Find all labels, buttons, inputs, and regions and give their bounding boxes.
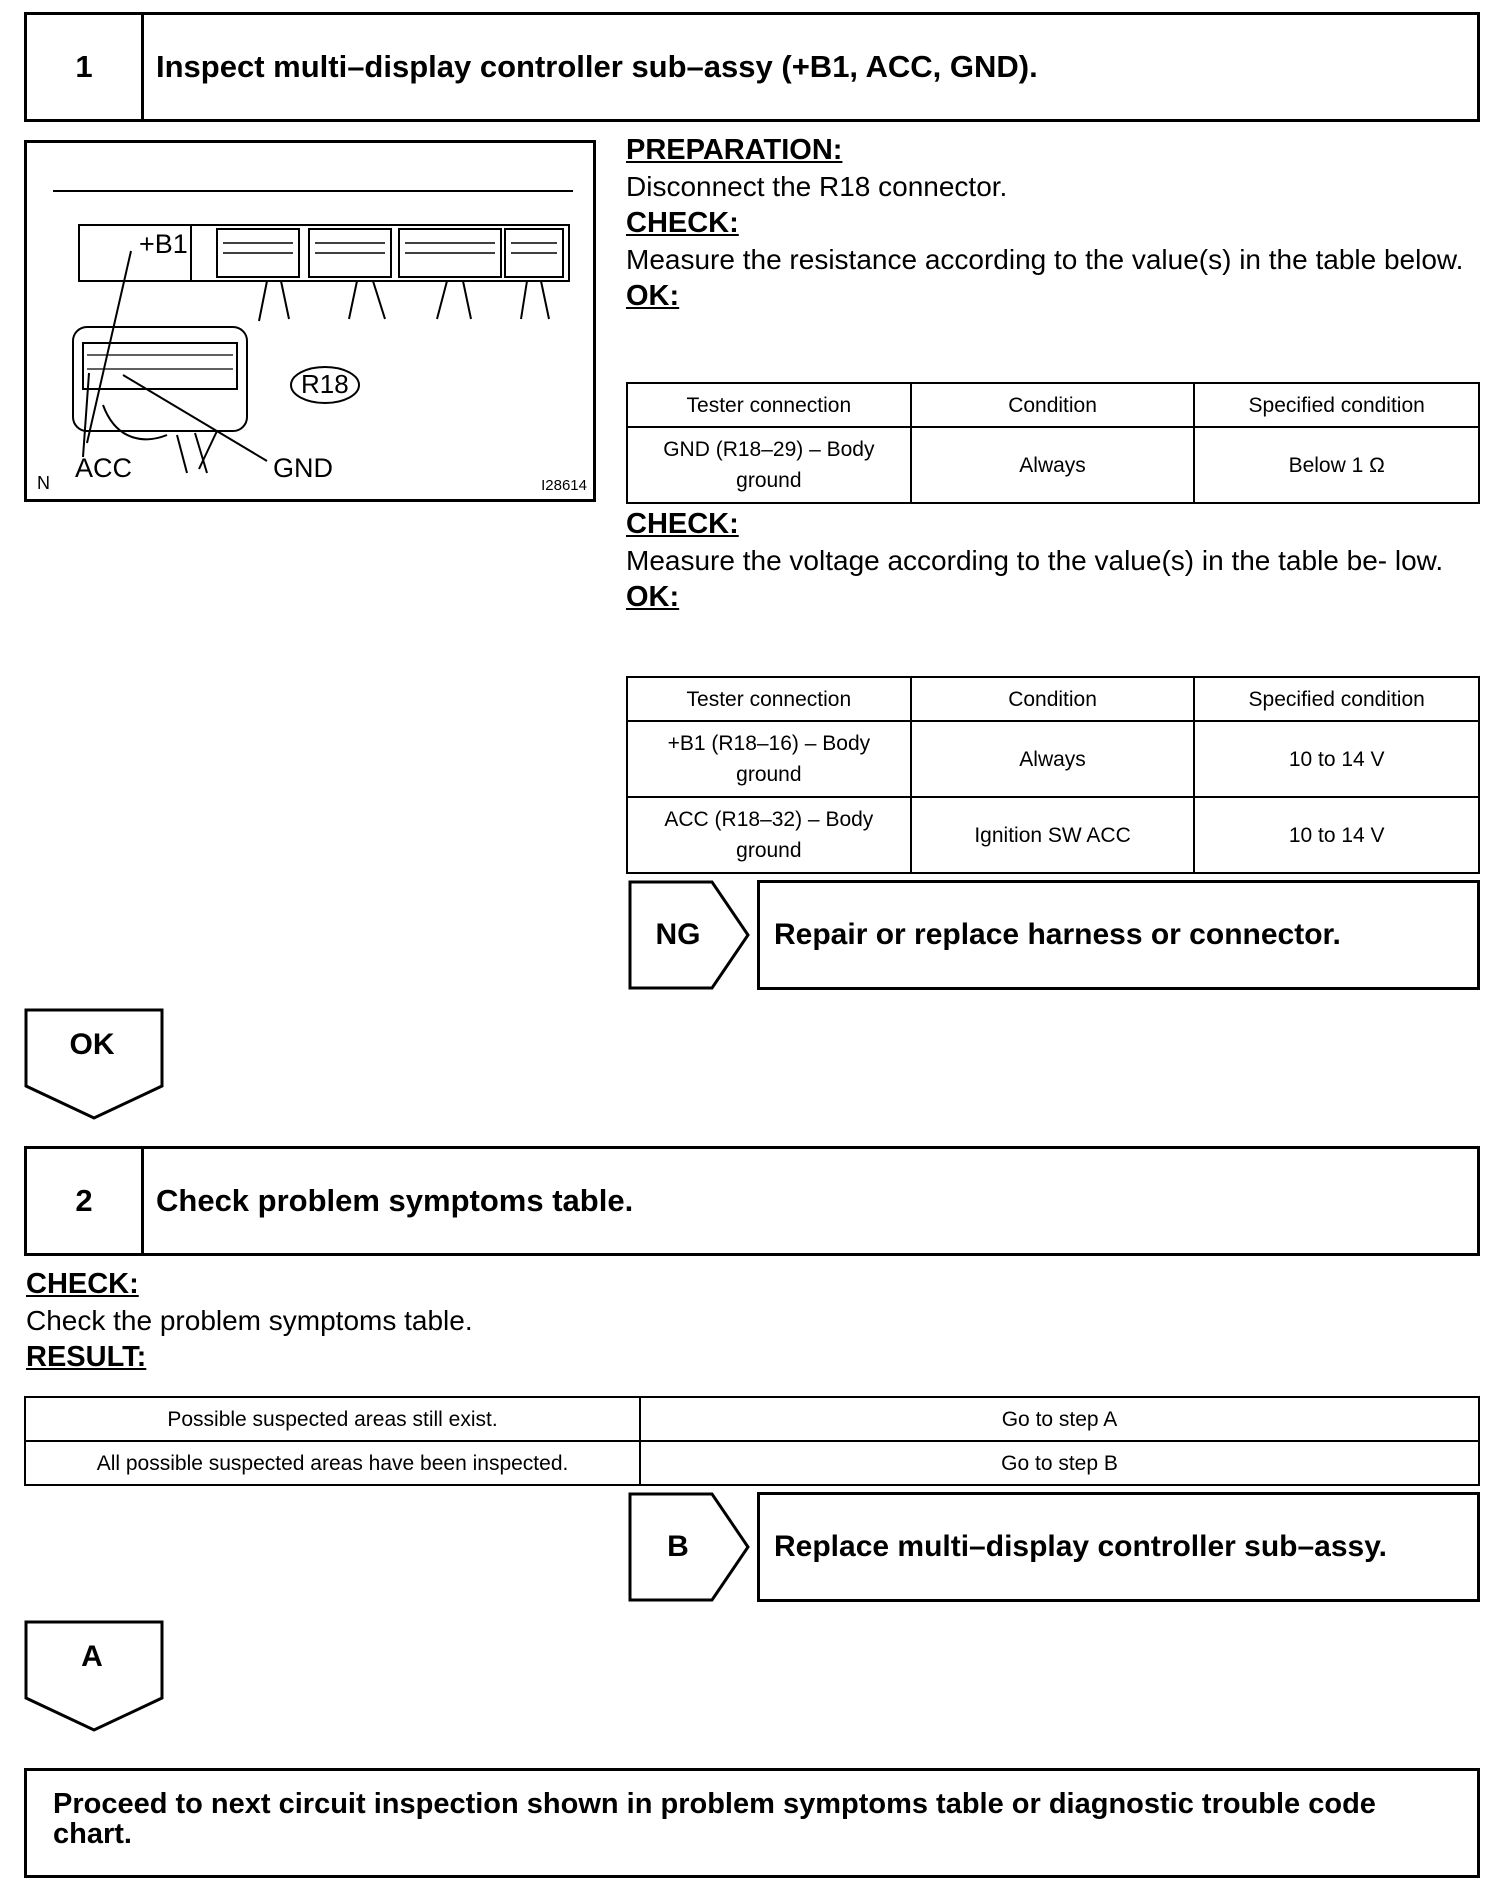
step-number: 1 xyxy=(27,15,144,119)
cell-line: ground xyxy=(736,839,802,862)
table-cell: Always xyxy=(911,427,1195,503)
label-n: N xyxy=(37,473,50,493)
ng-label: NG xyxy=(655,918,701,951)
final-text: Proceed to next circuit inspection shown in problem symptoms table or diagnostic trouble code chart. xyxy=(53,1788,1376,1850)
preparation-text: Disconnect the R18 connector. xyxy=(626,171,1008,202)
table-cell: All possible suspected areas have been inspected. xyxy=(25,1441,640,1485)
a-arrow[interactable] xyxy=(24,1620,164,1732)
step-1-header xyxy=(24,12,1480,122)
cell-line: ACC (R18–32) – Body xyxy=(664,808,874,831)
table-cell xyxy=(627,797,911,873)
figure-code: I28614 xyxy=(541,477,587,494)
final-action-box xyxy=(24,1768,1480,1878)
cell-line: ground xyxy=(736,763,802,786)
connector-illustration xyxy=(27,143,593,499)
cell-line: GND (R18–29) – Body xyxy=(663,438,875,461)
step-2-header xyxy=(24,1146,1480,1256)
table-cell: Ignition SW ACC xyxy=(911,797,1195,873)
table-header: Condition xyxy=(911,677,1195,721)
ng-action-box: Repair or replace harness or connector. xyxy=(757,880,1480,990)
table-header: Tester connection xyxy=(627,383,911,427)
resistance-table xyxy=(626,382,1480,504)
table-cell: 10 to 14 V xyxy=(1194,797,1479,873)
a-label: A xyxy=(81,1640,103,1673)
table-row xyxy=(627,721,1479,797)
table-row xyxy=(627,427,1479,503)
step-title: Check problem symptoms table. xyxy=(156,1183,634,1218)
check-heading: CHECK: xyxy=(626,508,739,540)
check-heading: CHECK: xyxy=(26,1268,139,1300)
step-title: Inspect multi–display controller sub–assy (+B1, ACC, GND). xyxy=(156,49,1038,84)
cell-line: +B1 (R18–16) – Body xyxy=(667,732,871,755)
label-r18: R18 xyxy=(301,369,349,399)
cell-line: ground xyxy=(736,469,802,492)
ok-arrow-shape xyxy=(24,1008,164,1120)
label-gnd: GND xyxy=(273,453,333,483)
preparation-section xyxy=(626,134,1480,313)
ok-label: OK xyxy=(69,1028,115,1061)
table-cell: Go to step A xyxy=(640,1397,1479,1441)
check-text: Measure the resistance according to the value(s) in the table below. xyxy=(626,244,1464,275)
step-number: 2 xyxy=(27,1149,144,1253)
table-header: Tester connection xyxy=(627,677,911,721)
a-arrow-shape xyxy=(24,1620,164,1732)
table-cell: 10 to 14 V xyxy=(1194,721,1479,797)
check-text: Measure the voltage according to the value(s) in the table be- low. xyxy=(626,545,1444,576)
connector-diagram xyxy=(24,140,596,502)
label-b1: +B1 xyxy=(139,229,188,259)
ok-arrow[interactable] xyxy=(24,1008,164,1120)
table-cell: Possible suspected areas still exist. xyxy=(25,1397,640,1441)
ok-heading: OK: xyxy=(626,581,680,613)
label-acc: ACC xyxy=(75,453,133,483)
table-row xyxy=(627,797,1479,873)
table-row xyxy=(25,1397,1479,1441)
check-heading: CHECK: xyxy=(626,207,739,239)
symptoms-check-section xyxy=(26,1268,1480,1374)
table-header: Specified condition xyxy=(1194,677,1479,721)
ok-heading: OK: xyxy=(626,280,680,312)
b-action-box: Replace multi–display controller sub–assy. xyxy=(757,1492,1480,1602)
table-header: Specified condition xyxy=(1194,383,1479,427)
b-branch[interactable] xyxy=(628,1492,752,1602)
table-cell: Below 1 Ω xyxy=(1194,427,1479,503)
table-cell: Always xyxy=(911,721,1195,797)
b-label: B xyxy=(667,1530,689,1563)
table-row xyxy=(25,1441,1479,1485)
voltage-table xyxy=(626,676,1480,874)
table-cell xyxy=(627,427,911,503)
table-cell xyxy=(627,721,911,797)
preparation-heading: PREPARATION: xyxy=(626,134,843,166)
result-heading: RESULT: xyxy=(26,1341,147,1373)
table-cell: Go to step B xyxy=(640,1441,1479,1485)
check-text: Check the problem symptoms table. xyxy=(26,1305,473,1336)
result-table xyxy=(24,1396,1480,1486)
ng-branch[interactable] xyxy=(628,880,752,990)
voltage-check-section xyxy=(626,508,1480,614)
table-header: Condition xyxy=(911,383,1195,427)
